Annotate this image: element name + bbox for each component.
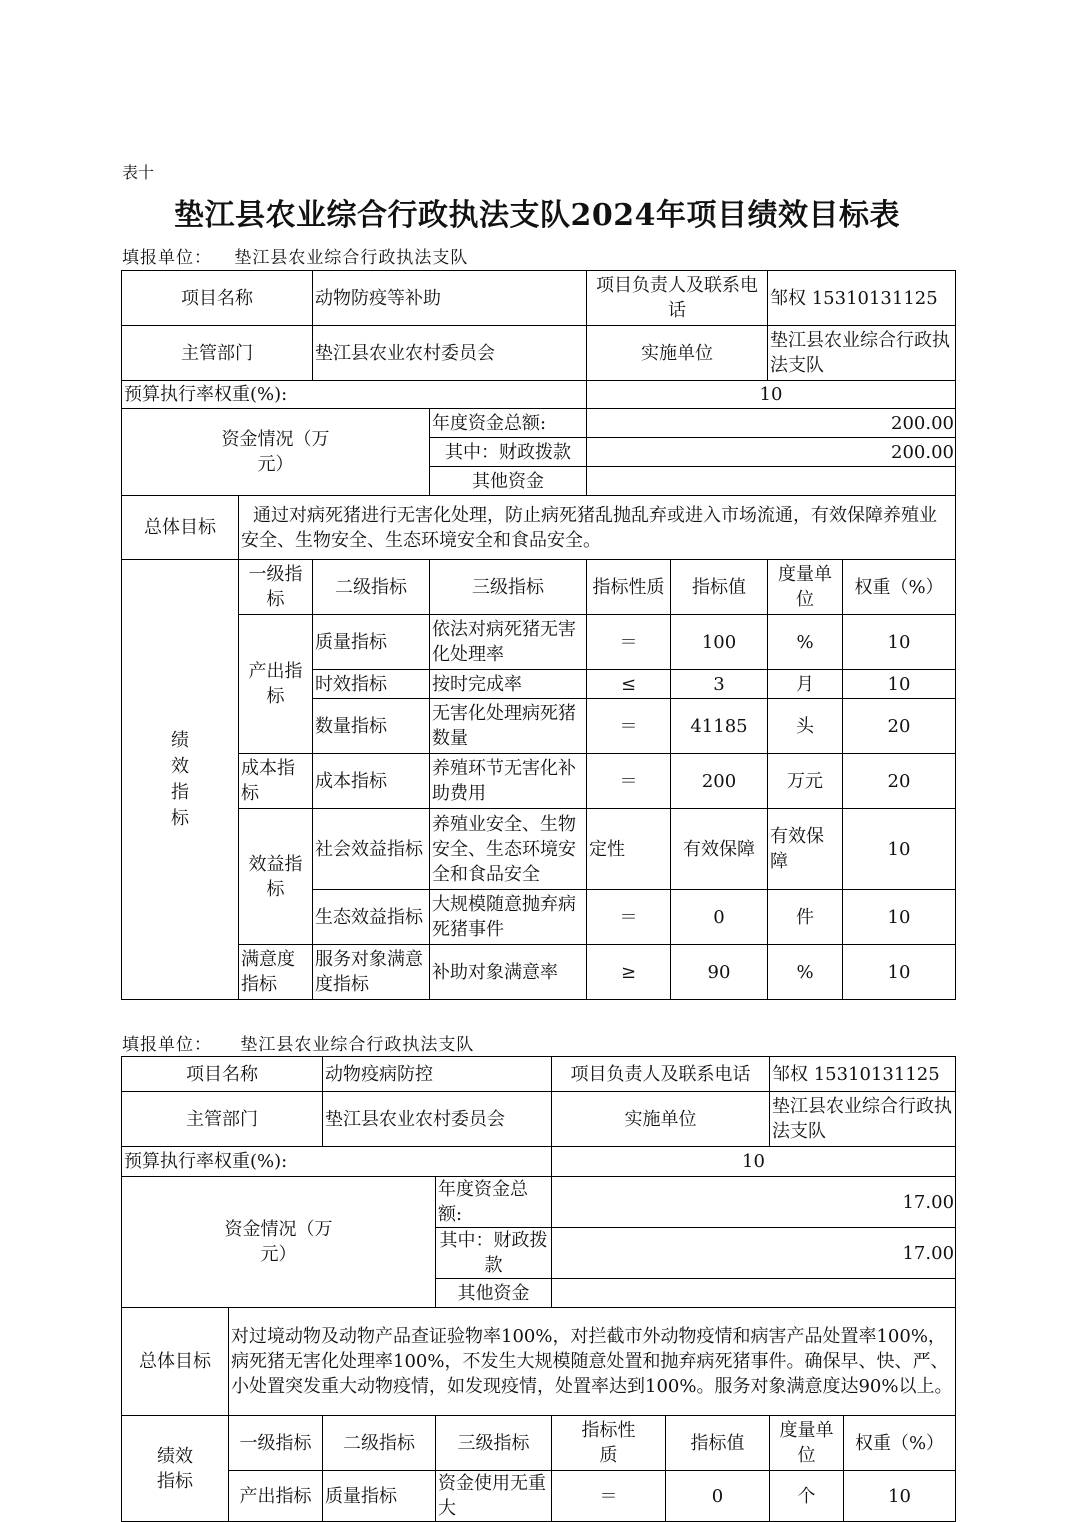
fiscal-value: 200.00 [587, 438, 956, 467]
table-number: 表十 [122, 163, 155, 182]
l3-cell: 依法对病死猪无害化处理率 [430, 615, 587, 670]
annual-total-value: 17.00 [552, 1177, 956, 1228]
weight-cell: 10 [843, 670, 956, 699]
row-department [122, 1092, 956, 1147]
row-overall-goal [122, 1308, 956, 1416]
other-funds-label: 其他资金 [436, 1279, 552, 1308]
contact-value: 邹权 15310131125 [768, 271, 956, 326]
row-indicator-header [122, 560, 956, 615]
unit-cell: 件 [768, 890, 843, 945]
row-project-name [122, 271, 956, 326]
row-annual-total [122, 1177, 956, 1228]
l2-cell: 质量指标 [323, 1471, 436, 1522]
header-l2: 二级指标 [323, 1416, 436, 1471]
unit-cell: 有效保障 [768, 809, 843, 890]
l2-cell: 成本指标 [313, 754, 430, 809]
fiscal-value: 17.00 [552, 1228, 956, 1279]
perf-label [122, 1416, 229, 1522]
header-unit: 度量单位 [768, 560, 843, 615]
nature-cell: 定性 [587, 809, 671, 890]
l3-cell: 养殖业安全、生物安全、生态环境安全和食品安全 [430, 809, 587, 890]
header-l3: 三级指标 [430, 560, 587, 615]
goal-text: 对过境动物及动物产品查证验物率100%，对拦截市外动物疫情和病害产品处置率100%，病死猪无害化处理率100%，不发生大规模随意处置和抛弃病死猪事件。确保早、快、严、小处置突发重大动物疫情，如发现疫情，处置率达到100%。服务对象满意度达90%以上。 [229, 1308, 956, 1416]
table-row [122, 1471, 956, 1522]
unit-cell: 头 [768, 699, 843, 754]
annual-total-label: 年度资金总额: [436, 1177, 552, 1228]
goal-label: 总体目标 [122, 1308, 229, 1416]
project-name-label: 项目名称 [122, 271, 313, 326]
header-l1: 一级指标 [239, 560, 313, 615]
goal-text: 通过对病死猪进行无害化处理，防止病死猪乱抛乱弃或进入市场流通，有效保障养殖业安全、生物安全、生态环境安全和食品安全。 [239, 496, 956, 560]
weight-cell: 10 [843, 945, 956, 1000]
unit-label: 填报单位： [122, 1035, 212, 1055]
fiscal-label: 其中：财政拨款 [436, 1228, 552, 1279]
budget-weight-label: 预算执行率权重(%): [122, 1147, 552, 1177]
weight-cell: 10 [844, 1471, 956, 1522]
nature-cell: ＝ [552, 1471, 666, 1522]
fiscal-label: 其中：财政拨款 [430, 438, 587, 467]
nature-cell: ＝ [587, 754, 671, 809]
row-overall-goal [122, 496, 956, 560]
contact-value: 邹权 15310131125 [770, 1057, 956, 1092]
perf-label [122, 560, 239, 1000]
header-nature [552, 1416, 666, 1471]
l2-cell: 服务对象满意度指标 [313, 945, 430, 1000]
funds-label-text: 资金情况（万元） [221, 429, 330, 475]
unit-cell: 万元 [768, 754, 843, 809]
performance-table-2 [121, 1056, 956, 1522]
value-cell: 0 [666, 1471, 770, 1522]
l1-cell: 效益指标 [239, 809, 313, 945]
weight-cell: 10 [843, 615, 956, 670]
header-nature: 指标性质 [587, 560, 671, 615]
row-indicator-header [122, 1416, 956, 1471]
impl-label: 实施单位 [587, 326, 768, 381]
table-row [122, 615, 956, 670]
budget-weight-value: 10 [552, 1147, 956, 1177]
value-cell: 200 [671, 754, 768, 809]
goal-label: 总体目标 [122, 496, 239, 560]
weight-cell: 10 [843, 809, 956, 890]
perf-label-text: 绩效指标 [171, 729, 189, 829]
value-cell: 3 [671, 670, 768, 699]
value-cell: 41185 [671, 699, 768, 754]
table-row [122, 809, 956, 890]
dept-value: 垫江县农业农村委员会 [323, 1092, 552, 1147]
unit-label: 填报单位： [122, 248, 212, 268]
funds-label [122, 409, 430, 496]
l3-cell: 养殖环节无害化补助费用 [430, 754, 587, 809]
l1-cell: 产出指标 [229, 1471, 323, 1522]
other-funds-label: 其他资金 [430, 467, 587, 496]
l3-cell: 大规模随意抛弃病死猪事件 [430, 890, 587, 945]
header-weight: 权重（%） [843, 560, 956, 615]
unit-cell: % [768, 615, 843, 670]
l3-cell: 补助对象满意率 [430, 945, 587, 1000]
project-name-value: 动物防疫等补助 [313, 271, 587, 326]
value-cell: 90 [671, 945, 768, 1000]
budget-weight-label: 预算执行率权重(%): [122, 381, 587, 409]
value-cell: 0 [671, 890, 768, 945]
header-nature-text: 指标性质 [581, 1420, 636, 1466]
nature-cell: ＝ [587, 615, 671, 670]
other-funds-value [587, 467, 956, 496]
row-budget-weight [122, 1147, 956, 1177]
nature-cell: ＝ [587, 699, 671, 754]
l3-cell: 按时完成率 [430, 670, 587, 699]
unit-cell: % [768, 945, 843, 1000]
header-value: 指标值 [666, 1416, 770, 1471]
l3-cell: 资金使用无重大 [436, 1471, 552, 1522]
annual-total-label: 年度资金总额: [430, 409, 587, 438]
l2-cell: 社会效益指标 [313, 809, 430, 890]
funds-label [122, 1177, 436, 1308]
header-l1: 一级指标 [229, 1416, 323, 1471]
table-row [122, 945, 956, 1000]
page-title: 垫江县农业综合行政执法支队2024年项目绩效目标表 [174, 198, 900, 233]
l2-cell: 质量指标 [313, 615, 430, 670]
budget-weight-value: 10 [587, 381, 956, 409]
l2-cell: 时效指标 [313, 670, 430, 699]
funds-label-text: 资金情况（万元） [224, 1219, 333, 1265]
weight-cell: 20 [843, 699, 956, 754]
contact-label: 项目负责人及联系电话 [552, 1057, 770, 1092]
impl-label: 实施单位 [552, 1092, 770, 1147]
l1-cell: 满意度指标 [239, 945, 313, 1000]
dept-value: 垫江县农业农村委员会 [313, 326, 587, 381]
contact-label: 项目负责人及联系电话 [587, 271, 768, 326]
header-l2: 二级指标 [313, 560, 430, 615]
l2-cell: 生态效益指标 [313, 890, 430, 945]
project-name-value: 动物疫病防控 [323, 1057, 552, 1092]
l1-cell: 产出指标 [239, 615, 313, 754]
dept-label: 主管部门 [122, 1092, 323, 1147]
row-project-name [122, 1057, 956, 1092]
header-weight: 权重（%） [844, 1416, 956, 1471]
row-annual-total [122, 409, 956, 438]
nature-cell: ≥ [587, 945, 671, 1000]
l2-cell: 数量指标 [313, 699, 430, 754]
unit-line-1 [122, 243, 468, 268]
row-department [122, 326, 956, 381]
header-l3: 三级指标 [436, 1416, 552, 1471]
header-value: 指标值 [671, 560, 768, 615]
value-cell: 有效保障 [671, 809, 768, 890]
annual-total-value: 200.00 [587, 409, 956, 438]
weight-cell: 20 [843, 754, 956, 809]
unit-value: 垫江县农业综合行政执法支队 [240, 1035, 475, 1055]
dept-label: 主管部门 [122, 326, 313, 381]
unit-cell: 月 [768, 670, 843, 699]
unit-cell: 个 [770, 1471, 844, 1522]
impl-value: 垫江县农业综合行政执法支队 [770, 1092, 956, 1147]
other-funds-value [552, 1279, 956, 1308]
value-cell: 100 [671, 615, 768, 670]
impl-value: 垫江县农业综合行政执法支队 [768, 326, 956, 381]
unit-line-2 [122, 1030, 474, 1055]
l3-cell: 无害化处理病死猪数量 [430, 699, 587, 754]
project-name-label: 项目名称 [122, 1057, 323, 1092]
perf-label-text: 绩效指标 [157, 1445, 193, 1492]
nature-cell: ＝ [587, 890, 671, 945]
table-row [122, 754, 956, 809]
row-budget-weight [122, 381, 956, 409]
performance-table-1 [121, 270, 956, 1000]
unit-value: 垫江县农业综合行政执法支队 [234, 248, 469, 268]
weight-cell: 10 [843, 890, 956, 945]
header-unit: 度量单位 [770, 1416, 844, 1471]
l1-cell: 成本指标 [239, 754, 313, 809]
nature-cell: ≤ [587, 670, 671, 699]
